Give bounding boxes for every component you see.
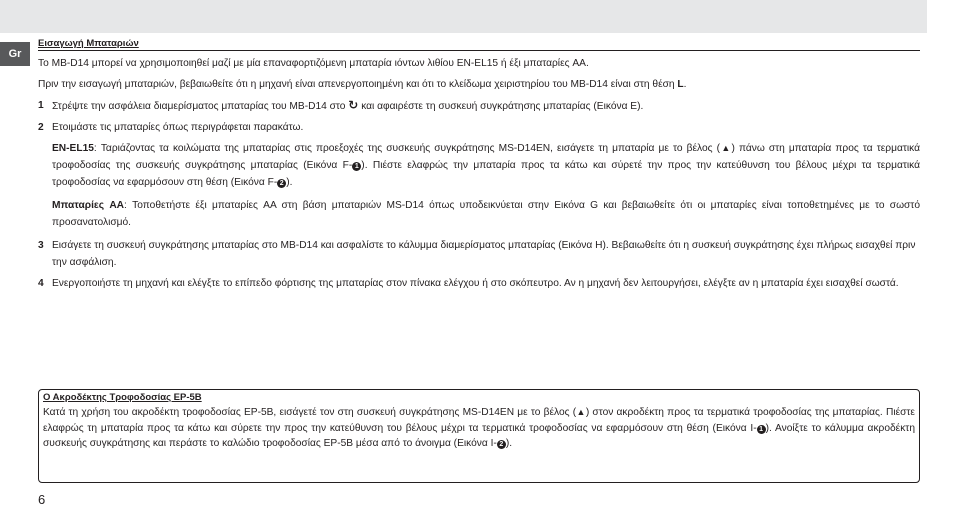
arrow-up-icon: ▲ bbox=[576, 407, 586, 417]
circled-number-icon: 2 bbox=[497, 440, 506, 449]
arrow-up-icon: ▲ bbox=[720, 143, 732, 153]
en-el15-instructions: EN-EL15: Ταριάζοντας τα κοιλώματα της μπαταρίας στις προεξοχές της συσκευής συγκράτησης MS-D14EN, εισάγετε τη μπαταρία με το βέλος (▲) πάνω στη μπαταρία προς τα τερματικά τροφοδοσίας της συσκευής συγκράτησης μπαταρίας (Εικόνα F- 1 ). Πιέστε ελαφρώς την μπαταρία προς τα κάτω και σύρετέ την προς την κατεύθυνση του βέλους μέχρι τα τερματικά τροφοδοσίας να εφαρμόσουν στη θέση (Εικόνα F- 2 ). bbox=[52, 143, 920, 188]
page-number: 6 bbox=[38, 492, 46, 507]
circled-number-icon: 1 bbox=[757, 425, 766, 434]
language-tab: Gr bbox=[0, 42, 30, 66]
step-number: 1 bbox=[38, 100, 44, 111]
circled-number-icon: 1 bbox=[352, 162, 361, 171]
step-number: 4 bbox=[38, 278, 44, 289]
step-number: 2 bbox=[38, 122, 44, 133]
main-content bbox=[38, 38, 920, 296]
step-2: 2 Ετοιμάστε τις μπαταρίες όπως περιγράφεται παρακάτω. bbox=[38, 119, 920, 136]
section-title: Εισαγωγή Μπαταριών bbox=[38, 38, 920, 51]
aa-battery-instructions: Μπαταρίες AA: Τοποθετήστε έξι μπαταρίες AA στη βάση μπαταριών MS-D14 όπως υποδεικνύεται στην Εικόνα G και βεβαιωθείτε ότι οι μπαταρίες είναι τοποθετημένες με το σωστό προσανατολισμό. bbox=[52, 200, 920, 228]
circled-number-icon: 2 bbox=[277, 179, 286, 188]
step-4: 4 Ενεργοποιήστε τη μηχανή και ελέγξτε το επίπεδο φόρτισης της μπαταρίας στον πίνακα ελέγχου ή στο σκόπευτρο. Αν η μηχανή δεν λειτουργήσει, ελέγξτε αν η μπαταρία έχει εισαχθεί σωστά. bbox=[38, 275, 920, 292]
step-1: 1 Στρέψτε την ασφάλεια διαμερίσματος μπαταρίας του MB-D14 στο ↻ και αφαιρέστε τη συσκευή συγκράτησης μπαταρίας (Εικόνα E). bbox=[38, 98, 644, 112]
header-band bbox=[0, 0, 927, 33]
lock-rotate-icon: ↻ bbox=[348, 98, 359, 112]
step-3: 3 Εισάγετε τη συσκευή συγκράτησης μπαταρίας στο MB-D14 και ασφαλίστε το κάλυμμα διαμερίσματος μπαταρίας (Εικόνα H). Βεβαιωθείτε ότι η συσκευή συγκράτησης έχει πλήρως εισαχθεί πριν την ασφάλιση. bbox=[38, 237, 920, 271]
intro-paragraph: Το MB-D14 μπορεί να χρησιμοποιηθεί μαζί με μία επαναφορτιζόμενη μπαταρία ιόντων λιθίου EN-EL15 ή έξι μπαταρίες AA. bbox=[38, 58, 589, 69]
note-box-text: Κατά τη χρήση του ακροδέκτη τροφοδοσίας EP-5B, εισάγετέ τον στη συσκευή συγκράτησης MS-D14EN με το βέλος (▲) στον ακροδέκτη προς τα τερματικά τροφοδοσίας της μπαταρίας. Πιέστε ελαφρώς τη μπαταρία προς τα κάτω και σύρετε την προς την κατεύθυνση του βέλους μέχρι τα τερματικά τροφοδοσίας να εφαρμόσουν στη θέση (Εικόνα I- 1 ). Ανοίξτε το κάλυμμα ακροδέκτη συσκευής συγκράτησης και περάστε το καλώδιο τροφοδοσίας EP-5B μέσα από το άνοιγμα (Εικόνα I- 2 ). bbox=[43, 407, 915, 449]
note-box-title: Ο Ακροδέκτης Τροφοδοσίας EP-5B bbox=[43, 392, 202, 403]
intro-paragraph-2: Πριν την εισαγωγή μπαταριών, βεβαιωθείτε ότι η μηχανή είναι απενεργοποιημένη και ότι το κλείδωμα χειριστηρίου του MB-D14 είναι στη θέση L. bbox=[38, 79, 687, 90]
step-number: 3 bbox=[38, 240, 44, 251]
note-box bbox=[38, 389, 920, 483]
